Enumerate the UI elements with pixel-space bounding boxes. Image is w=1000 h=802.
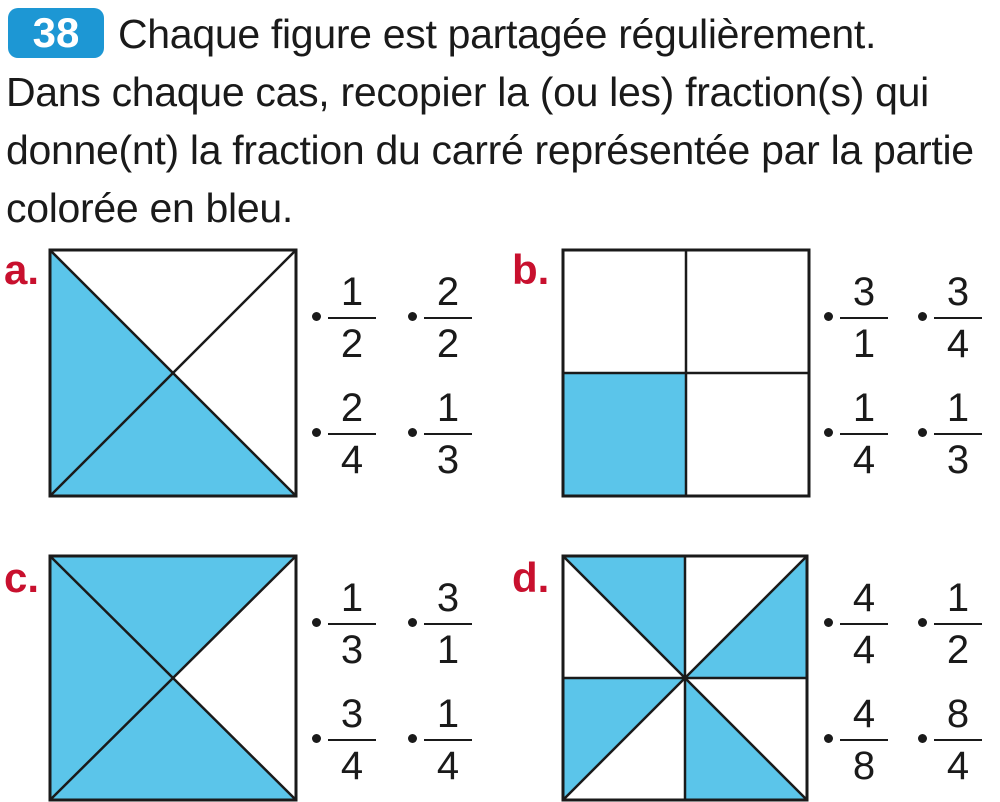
- figure-d-square: [563, 556, 807, 800]
- instruction-line-2: Dans chaque cas, recopier la (ou les) fraction(s) qui: [6, 69, 929, 115]
- figure-c-square: [50, 556, 296, 800]
- figure-b-letter: b.: [512, 246, 550, 293]
- figure-a-option-2: 2 2: [402, 272, 482, 362]
- figure-a-square: [50, 250, 296, 496]
- figure-b-option-3: 1 4: [818, 388, 898, 478]
- instruction-line-1: Chaque figure est partagée régulièrement.: [118, 11, 877, 57]
- instruction-line-4: colorée en bleu.: [6, 185, 293, 231]
- figure-c-option-3: 3 4: [306, 694, 386, 784]
- figure-b-square: [563, 250, 809, 496]
- instruction-line-3: donne(nt) la fraction du carré représentée par la partie: [6, 127, 974, 173]
- figure-d-option-2: 1 2: [912, 578, 992, 668]
- figure-c-letter: c.: [4, 554, 40, 601]
- figure-a-letter: a.: [4, 246, 40, 293]
- figure-d-option-3: 4 8: [818, 694, 898, 784]
- figure-c-option-4: 1 4: [402, 694, 482, 784]
- figure-b-option-1: 3 1: [818, 272, 898, 362]
- exercise-number-badge: 38: [8, 8, 104, 58]
- figure-d-option-4: 8 4: [912, 694, 992, 784]
- figure-b-option-2: 3 4: [912, 272, 992, 362]
- figure-b-option-4: 1 3: [912, 388, 992, 478]
- figure-a-option-1: 1 2: [306, 272, 386, 362]
- figure-c-option-2: 3 1: [402, 578, 482, 668]
- figure-a-option-3: 2 4: [306, 388, 386, 478]
- figure-d-letter: d.: [512, 554, 550, 601]
- figure-a-option-4: 1 3: [402, 388, 482, 478]
- figure-d-option-1: 4 4: [818, 578, 898, 668]
- figure-c-option-1: 1 3: [306, 578, 386, 668]
